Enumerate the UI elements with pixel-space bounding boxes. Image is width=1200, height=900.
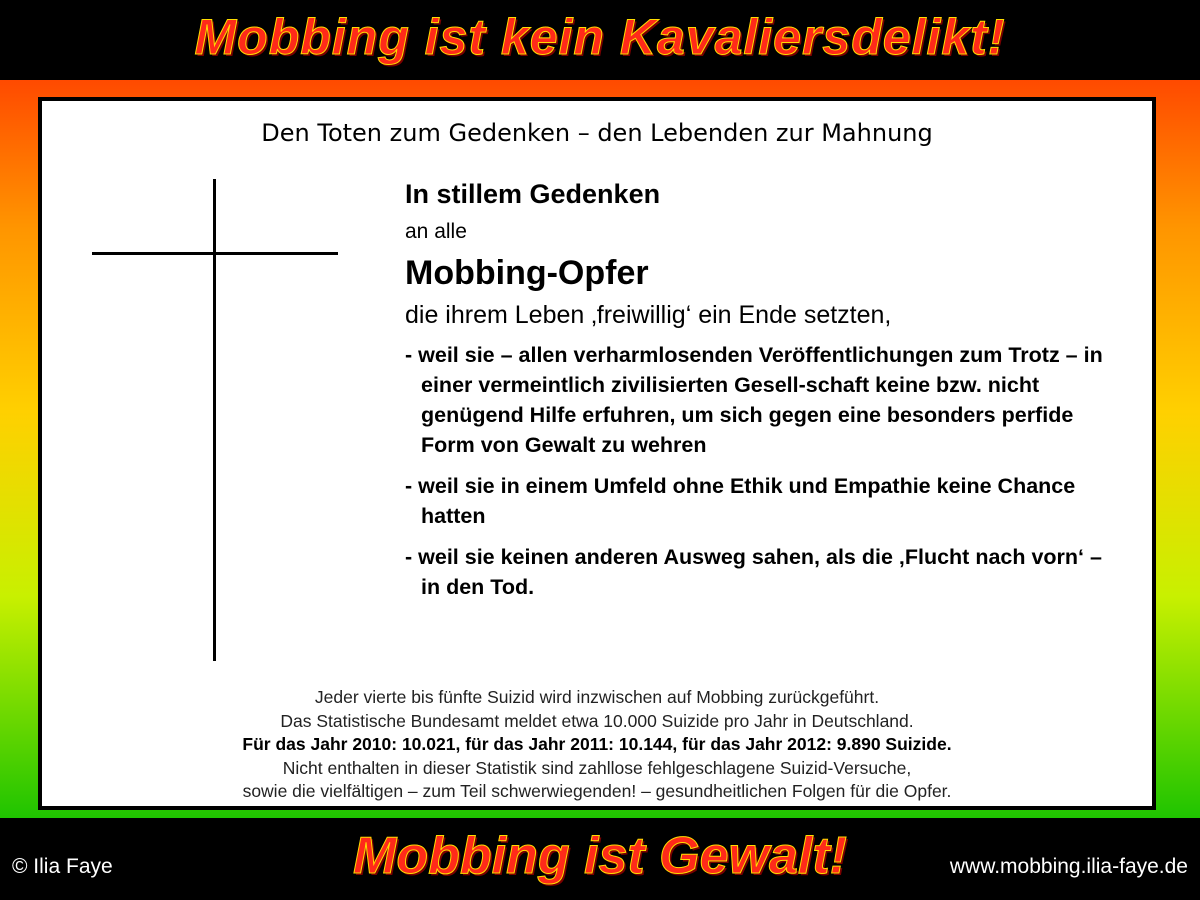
memorial-heading: In stillem Gedenken xyxy=(405,179,661,209)
memorial-intro: an alle xyxy=(405,220,467,243)
panel-title: Den Toten zum Gedenken – den Lebenden zur Mahnung xyxy=(261,119,933,147)
statistics-block xyxy=(42,686,1152,804)
memorial-text xyxy=(405,179,1105,613)
stats-line: Jeder vierte bis fünfte Suizid wird inzwischen auf Mobbing zurückgeführt. xyxy=(314,687,880,707)
reason-item: - weil sie in einem Umfeld ohne Ethik und Empathie keine Chance hatten xyxy=(405,474,1076,528)
top-headline: Mobbing ist kein Kavaliersdelikt! xyxy=(194,9,1006,65)
memorial-panel xyxy=(38,97,1156,810)
cross-horizontal-beam xyxy=(92,252,338,255)
reason-item: - weil sie keinen anderen Ausweg sahen, als die ‚Flucht nach vorn‘ – in den Tod. xyxy=(405,545,1102,599)
reason-item: - weil sie – allen verharmlosenden Veröffentlichungen zum Trotz – in einer vermeintlich zivilisierten Gesell-schaft keine bzw. nicht genügend Hilfe erfuhren, um sich gegen eine besonders perfide Form von Gewalt zu wehren xyxy=(405,343,1103,457)
bottom-headline: Mobbing ist Gewalt! xyxy=(353,827,847,885)
website-url: www.mobbing.ilia-faye.de xyxy=(949,855,1188,878)
stats-line: Nicht enthalten in dieser Statistik sind zahllose fehlgeschlagene Suizid-Versuche, xyxy=(282,757,912,778)
copyright-notice: © Ilia Faye xyxy=(12,855,113,878)
stats-line: sowie die vielfältigen – zum Teil schwerwiegenden! – gesundheitlichen Folgen für die Opfer. xyxy=(242,781,952,801)
stats-line-bold: Für das Jahr 2010: 10.021, für das Jahr 2011: 10.144, für das Jahr 2012: 9.890 Suizide. xyxy=(242,734,952,754)
stats-line: Das Statistische Bundesamt meldet etwa 10.000 Suizide pro Jahr in Deutschland. xyxy=(280,710,914,731)
memorial-statement: die ihrem Leben ‚freiwillig‘ ein Ende setzten, xyxy=(405,301,892,329)
memorial-victims: Mobbing-Opfer xyxy=(405,254,649,292)
